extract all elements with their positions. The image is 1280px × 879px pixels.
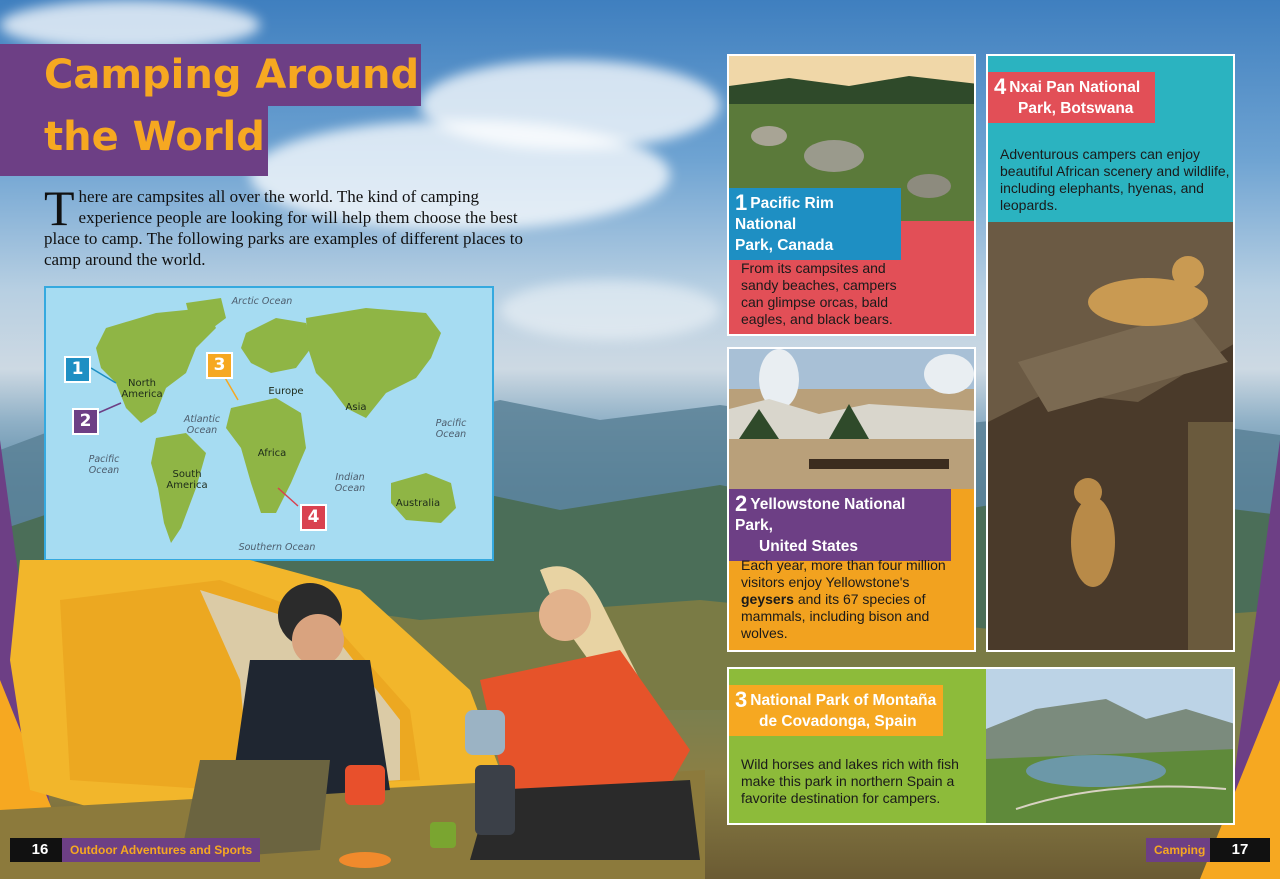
campers-photo [0,560,705,879]
park-2-description-end: and its 67 species of mammals, including bison and wolves. [741,591,930,641]
label-atlantic-ocean: Atlantic Ocean [183,414,221,436]
cloud [0,0,260,50]
drop-cap: T [44,180,75,236]
cloud [500,280,720,340]
intro-text: here are campsites all over the world. The kind of camping experience people are looking for will help them choose the best place to camp. The following parks are examples of different places to camp around the world. [44,187,523,269]
map-marker-4: 4 [300,504,327,531]
park-2-name-line2: United States [759,538,859,555]
park-2-name-line1: Yellowstone National Park, [735,496,906,534]
park-panel-3 [727,667,1235,825]
park-1-name-line1: Pacific Rim National [735,195,834,233]
title-line-2: the World [0,106,268,176]
label-asia: Asia [345,402,367,413]
label-australia: Australia [395,498,441,509]
park-1-name-line2: Park, Canada [735,237,834,254]
map-marker-3: 3 [206,352,233,379]
park-3-name-line2: de Covadonga, Spain [759,713,917,730]
page-title [0,44,421,176]
page-number-left: 16 [10,838,70,862]
intro-paragraph [44,180,556,270]
map-marker-1: 1 [64,356,91,383]
footer-book-title: Outdoor Adventures and Sports [62,838,260,862]
park-2-description [741,557,966,642]
park-2-description-start: Each year, more than four million visitors enjoy Yellowstone's [741,557,946,590]
park-3-title [729,685,943,736]
label-south-america: South America [166,469,208,491]
park-2-number: 2 [735,491,748,516]
park-3-description: Wild horses and lakes rich with fish make this park in northern Spain a favorite destination for campers. [741,756,959,806]
park-4-description: Adventurous campers can enjoy beautiful African scenery and wildlife, including elephants, hyenas, and leopards. [1000,146,1230,213]
park-4-name-line1: Nxai Pan National [1009,79,1141,96]
park-4-number: 4 [994,74,1007,99]
park-panel-2 [727,347,976,652]
yellowstone-photo [729,349,976,489]
footer-chapter-title: Camping [1146,838,1213,862]
park-4-name-line2: Park, Botswana [1018,100,1134,117]
world-map-continents [46,288,492,559]
world-map [44,286,494,561]
covadonga-photo [986,669,1235,825]
park-2-title [729,489,951,561]
park-1-title [729,188,901,260]
park-panel-4 [986,54,1235,652]
title-line-1: Camping Around [0,44,421,106]
park-4-title [988,72,1155,123]
map-marker-2: 2 [72,408,99,435]
label-pacific-ocean-right: Pacific Ocean [435,418,467,440]
park-1-description: From its campsites and sandy beaches, campers can glimpse orcas, bald eagles, and black bears. [741,260,897,327]
label-north-america: North America [121,378,163,400]
label-pacific-ocean-left: Pacific Ocean [88,454,120,476]
label-indian-ocean: Indian Ocean [334,472,366,494]
park-3-number: 3 [735,687,748,712]
label-arctic-ocean: Arctic Ocean [231,296,293,307]
park-1-number: 1 [735,190,748,215]
label-europe: Europe [268,386,304,397]
park-2-description-bold: geysers [741,591,794,607]
park-3-name-line1: National Park of Montaña [750,692,937,709]
page-number-right: 17 [1210,838,1270,862]
park-panel-1 [727,54,976,336]
label-southern-ocean: Southern Ocean [238,542,316,553]
leopards-photo [988,222,1235,652]
label-africa: Africa [257,448,287,459]
